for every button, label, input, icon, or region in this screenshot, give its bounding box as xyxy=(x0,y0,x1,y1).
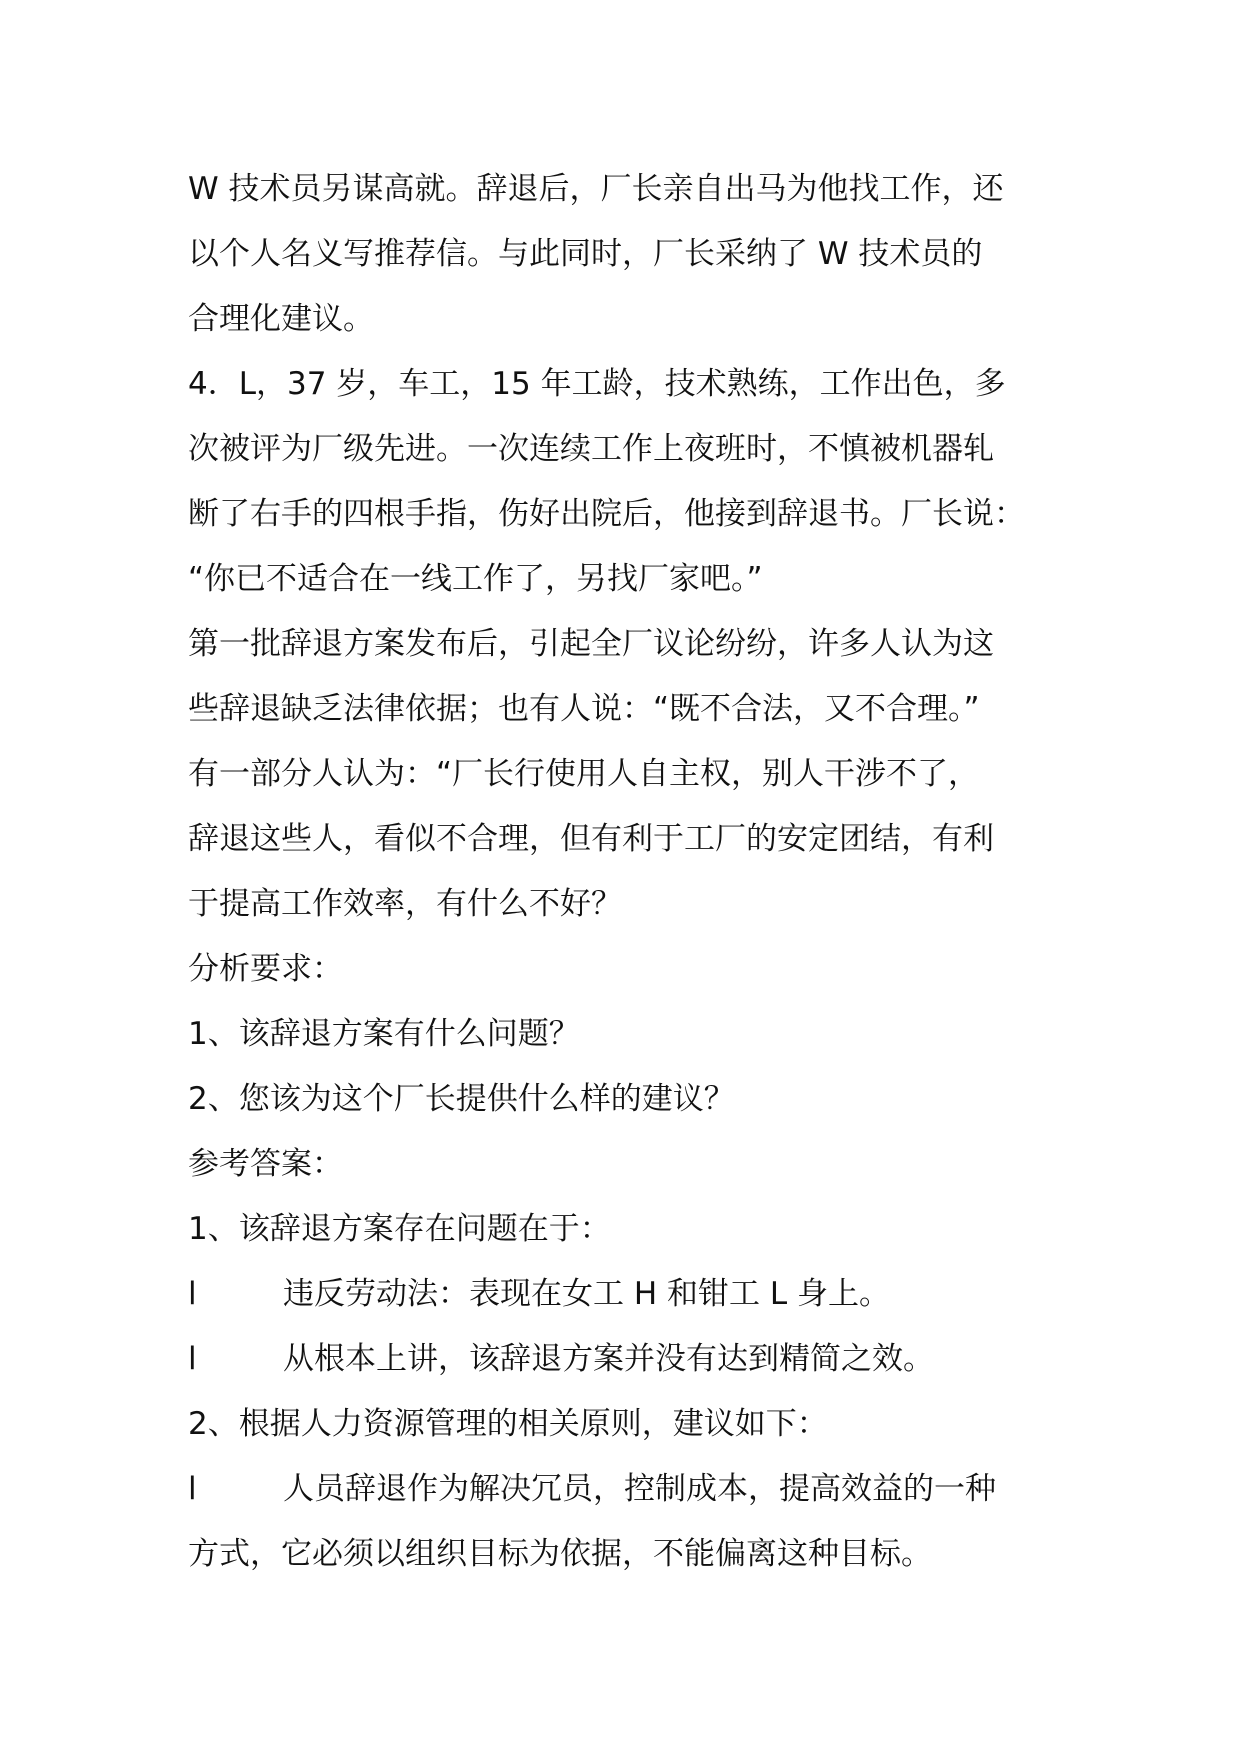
bullet-item xyxy=(188,1457,1060,1522)
question-item: 1、该辞退方案有什么问题？ xyxy=(188,1016,580,1052)
bullet-item xyxy=(188,1327,1060,1392)
text-line: W 技术员另谋高就。辞退后，厂长亲自出马为他找工作，还 xyxy=(188,171,1004,207)
text-line: 些辞退缺乏法律依据；也有人说：“既不合法，又不合理。” xyxy=(188,691,980,727)
document-page xyxy=(188,157,1060,1587)
bullet-item xyxy=(188,1262,1060,1327)
text-line: 合理化建议。 xyxy=(188,301,374,337)
text-line: 辞退这些人，看似不合理，但有利于工厂的安定团结，有利 xyxy=(188,821,994,857)
text-line: “你已不适合在一线工作了，另找厂家吧。” xyxy=(188,561,763,597)
question-item: 2、您该为这个厂长提供什么样的建议？ xyxy=(188,1081,735,1117)
text-line: 断了右手的四根手指，伤好出院后，他接到辞退书。厂长说： xyxy=(188,496,1025,532)
bullet-text: 人员辞退作为解决冗员，控制成本，提高效益的一种 xyxy=(283,1471,996,1507)
bullet-marker: l xyxy=(188,1471,197,1507)
answer-heading: 1、该辞退方案存在问题在于： xyxy=(188,1211,611,1247)
section-heading: 分析要求： xyxy=(188,951,343,987)
section-heading: 参考答案： xyxy=(188,1146,343,1182)
bullet-text: 从根本上讲，该辞退方案并没有达到精简之效。 xyxy=(283,1341,934,1377)
text-line: 第一批辞退方案发布后，引起全厂议论纷纷，许多人认为这 xyxy=(188,626,994,662)
text-line: 方式，它必须以组织目标为依据，不能偏离这种目标。 xyxy=(188,1536,932,1572)
text-line: 有一部分人认为：“厂长行使用人自主权，别人干涉不了， xyxy=(188,756,980,792)
text-line: 以个人名义写推荐信。与此同时，厂长采纳了 W 技术员的 xyxy=(188,236,983,272)
answer-heading: 2、根据人力资源管理的相关原则，建议如下： xyxy=(188,1406,828,1442)
bullet-marker: l xyxy=(188,1341,197,1377)
bullet-marker: l xyxy=(188,1276,197,1312)
bullet-text: 违反劳动法：表现在女工 H 和钳工 L 身上。 xyxy=(283,1276,890,1312)
text-line: 次被评为厂级先进。一次连续工作上夜班时，不慎被机器轧 xyxy=(188,431,994,467)
text-line: 4．L，37 岁，车工，15 年工龄，技术熟练，工作出色，多 xyxy=(188,366,1006,402)
text-line: 于提高工作效率，有什么不好？ xyxy=(188,886,622,922)
